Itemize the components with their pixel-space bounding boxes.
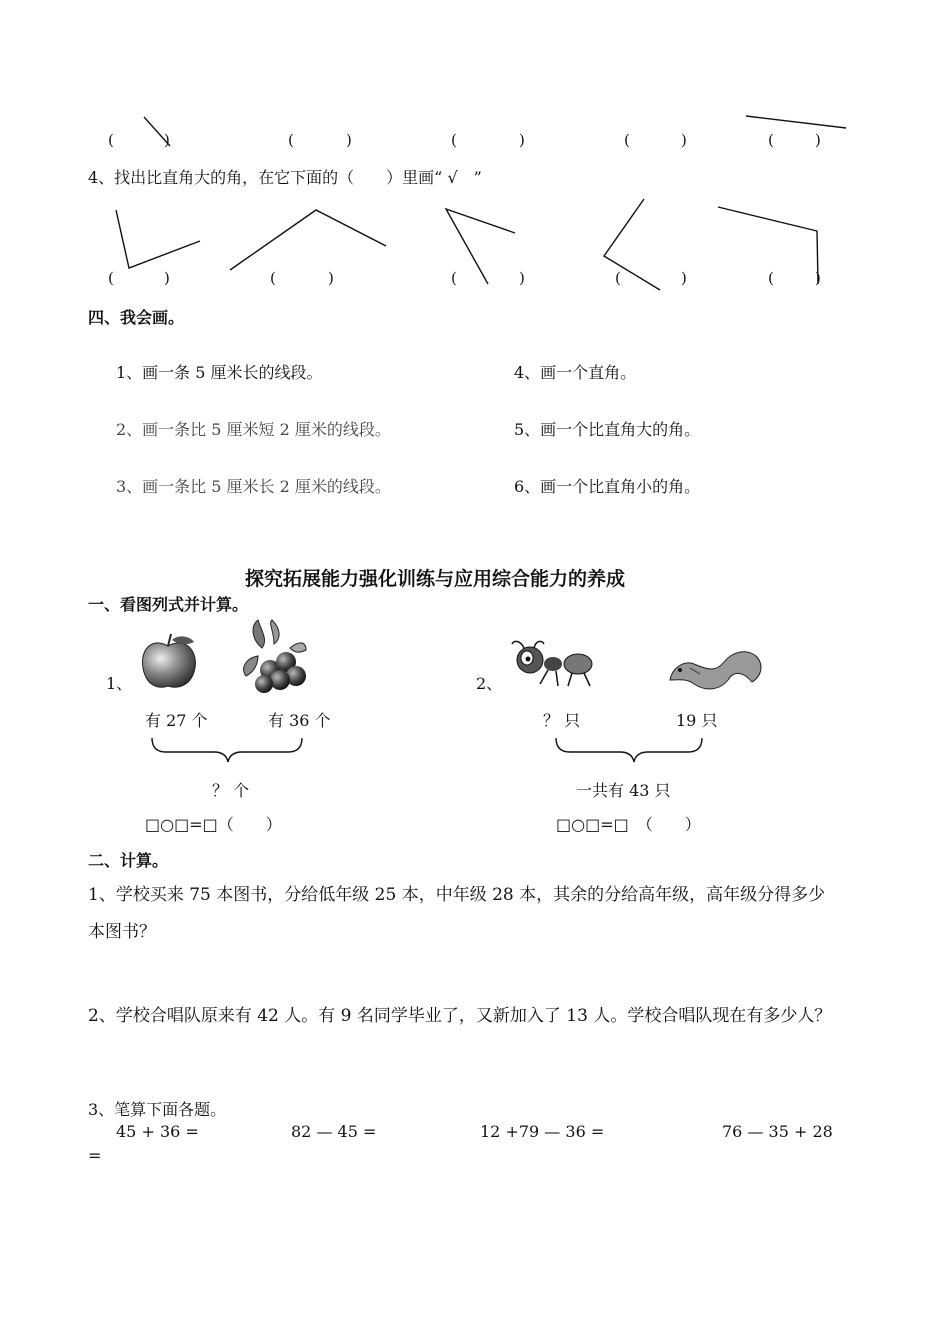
- top-angle-line-2: [746, 116, 846, 128]
- draw-item-6: 6、画一个比直角小的角。: [514, 477, 701, 496]
- brace-left: [152, 738, 302, 762]
- problem-1-total: ？ 个: [212, 781, 250, 800]
- paren-close: ): [815, 269, 821, 287]
- draw-item-1: 1、画一条 5 厘米长的线段。: [116, 363, 323, 382]
- problem-2-total: 一共有 43 只: [576, 781, 671, 800]
- expression-3: 12 +79 — 36 =: [480, 1122, 605, 1141]
- part-2-heading: 二、计算。: [88, 851, 169, 870]
- paren-close: ): [346, 131, 352, 149]
- paren-close: ): [681, 131, 687, 149]
- part-1-heading: 一、看图列式并计算。: [88, 595, 249, 614]
- paren-open: (: [108, 131, 114, 149]
- expression-4: 76 — 35 + 28: [722, 1122, 833, 1141]
- problem-1-formula: □○□=□（ ）: [145, 815, 282, 834]
- angle-figure-4: [604, 199, 660, 290]
- word-problem-1-line-2: 本图书？: [88, 922, 156, 942]
- paren-open: (: [108, 269, 114, 287]
- problem-2-number: 2、: [476, 674, 503, 693]
- paren-open: (: [615, 269, 621, 287]
- problem-2-formula: □○□=□ （ ）: [556, 815, 701, 834]
- angle-figure-1: [116, 210, 200, 268]
- problem-1-left-label: 有 27 个: [145, 711, 208, 730]
- paren-open: (: [288, 131, 294, 149]
- paren-close: ): [328, 269, 334, 287]
- draw-item-2: 2、画一条比 5 厘米短 2 厘米的线段。: [116, 420, 391, 439]
- word-problem-1-line-1: 1、学校买来 75 本图书，分给低年级 25 本，中年级 28 本，其余的分给高年级，高年级分得多少: [88, 885, 826, 905]
- problem-2-right-label: 19 只: [676, 711, 718, 730]
- paren-open: (: [451, 131, 457, 149]
- draw-item-4: 4、画一个直角。: [514, 363, 637, 382]
- paren-open: (: [768, 131, 774, 149]
- problem-2-left-label: ？ 只: [543, 711, 581, 730]
- paren-open: (: [768, 269, 774, 287]
- expression-1: 45 + 36 =: [116, 1122, 199, 1141]
- draw-item-5: 5、画一个比直角大的角。: [514, 420, 701, 439]
- paren-close: ): [164, 269, 170, 287]
- paren-close: ): [519, 131, 525, 149]
- expression-4-equals: =: [88, 1146, 102, 1165]
- paren-open: (: [624, 131, 630, 149]
- expression-2: 82 — 45 =: [291, 1122, 377, 1141]
- problem-1-right-label: 有 36 个: [268, 711, 331, 730]
- paren-open: (: [451, 269, 457, 287]
- paren-open: (: [270, 269, 276, 287]
- written-calc-heading: 3、笔算下面各题。: [88, 1100, 227, 1119]
- section-4-heading: 四、我会画。: [88, 308, 185, 327]
- draw-item-3: 3、画一条比 5 厘米长 2 厘米的线段。: [116, 477, 391, 496]
- paren-close: ): [681, 269, 687, 287]
- problem-1-number: 1、: [106, 674, 133, 693]
- angle-figure-2: [230, 210, 386, 270]
- word-problem-2: 2、学校合唱队原来有 42 人。有 9 名同学毕业了，又新加入了 13 人。学校合唱队现在有多少人？: [88, 1006, 832, 1026]
- question-4: 4、找出比直角大的角，在它下面的（ ）里画“ √ ”: [88, 168, 482, 187]
- page-title: 探究拓展能力强化训练与应用综合能力的养成: [245, 568, 626, 590]
- paren-close: ): [164, 131, 170, 149]
- paren-close: ): [519, 269, 525, 287]
- brace-right: [556, 738, 702, 762]
- paren-close: ): [815, 131, 821, 149]
